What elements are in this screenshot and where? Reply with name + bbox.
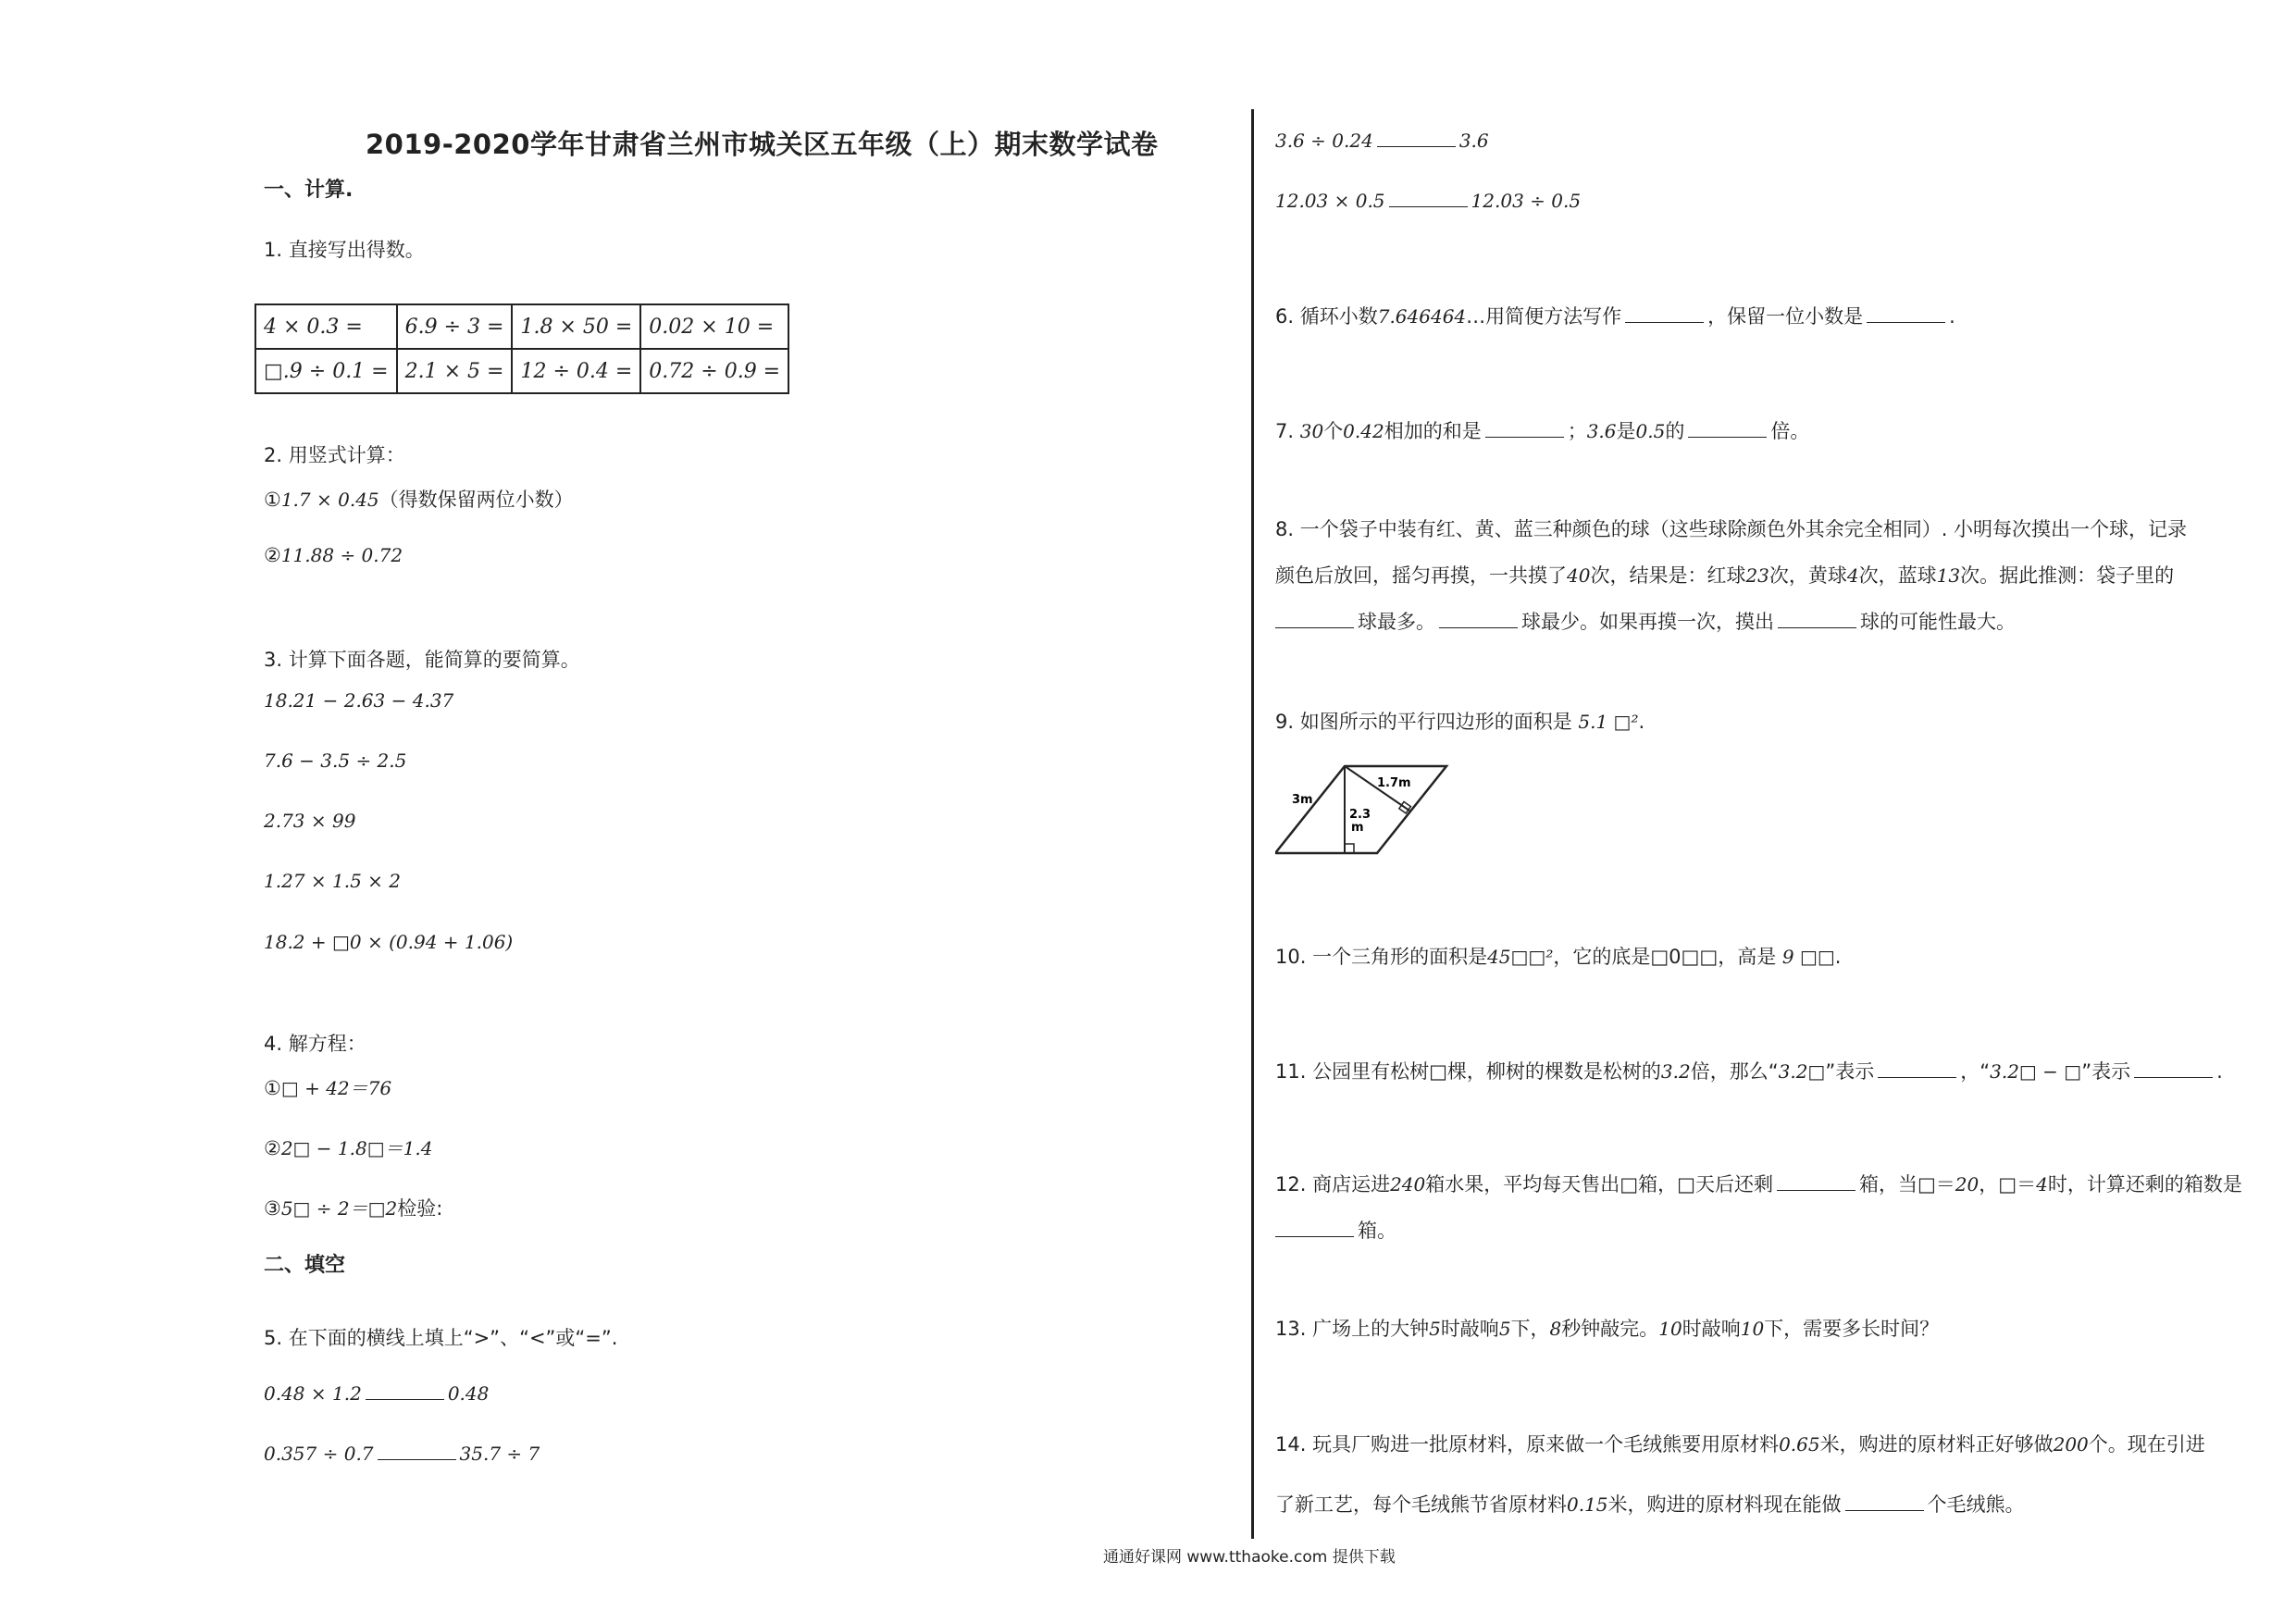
q12-text: 箱水果，平均每天售出□箱，□天后还剩 <box>1425 1173 1773 1196</box>
circled-number: ② <box>264 1137 281 1159</box>
answer-blank[interactable] <box>1878 1060 1956 1078</box>
answer-blank[interactable] <box>1867 305 1945 323</box>
q12-text: 箱，当□＝ <box>1858 1173 1955 1196</box>
q14-text: 了新工艺，每个毛绒熊节省原材料 <box>1275 1493 1567 1516</box>
q3-item: 7.6 − 3.5 ÷ 2.5 <box>264 750 407 772</box>
q4-item-a <box>264 1073 391 1100</box>
height-value: 9 □□ <box>1781 946 1835 968</box>
section-1-heading: 一、计算. <box>264 179 354 202</box>
table-cell: 0.02 × 10 = <box>640 304 788 349</box>
q3-item: 18.21 − 2.63 − 4.37 <box>264 689 454 712</box>
number: 0.5 <box>1635 420 1666 442</box>
q14-text: 14. 玩具厂购进一批原材料，原来做一个毛绒熊要用原材料 <box>1275 1433 1780 1456</box>
number: 5 <box>1429 1318 1441 1340</box>
q4-item-b <box>264 1134 432 1160</box>
table-row <box>255 304 788 349</box>
number: 7.646464 <box>1377 305 1467 328</box>
answer-blank[interactable] <box>1485 420 1564 438</box>
parallelogram-figure <box>1275 759 1451 861</box>
height-label: 2.3 <box>1349 808 1371 822</box>
math-expression: 3.2□ − □ <box>1990 1060 2082 1083</box>
q10-text: . <box>1834 946 1842 968</box>
q9-text: . <box>1638 711 1645 733</box>
q7-text: 倍。 <box>1770 420 1810 442</box>
q13-text: 时敲响 <box>1440 1318 1499 1340</box>
number: 5 <box>1498 1318 1511 1340</box>
q5-item <box>264 1382 489 1405</box>
answer-blank[interactable] <box>1777 1173 1855 1191</box>
q13 <box>1275 1314 1939 1342</box>
q8-text: 球最少。如果再摸一次，摸出 <box>1521 611 1774 633</box>
q8-line2 <box>1275 561 2174 588</box>
answer-blank[interactable] <box>1625 305 1704 323</box>
q13-text: 下， <box>1510 1318 1550 1340</box>
q11 <box>1275 1057 2223 1084</box>
left-expression: 12.03 × 0.5 <box>1275 190 1385 212</box>
table-cell: 0.72 ÷ 0.9 = <box>640 349 788 393</box>
q11-text: . <box>2216 1060 2223 1083</box>
answer-blank[interactable] <box>378 1443 456 1460</box>
q12-text: 箱。 <box>1358 1220 1396 1242</box>
q12-text: 12. 商店运进 <box>1275 1173 1391 1196</box>
q12-text: 时，计算还剩的箱数是 <box>2047 1173 2242 1196</box>
q8-text: 颜色后放回，摇匀再摸，一共摸了 <box>1275 564 1567 587</box>
q7-text: 的 <box>1665 420 1685 442</box>
answer-blank[interactable] <box>366 1382 444 1400</box>
math-expression: 11.88 ÷ 0.72 <box>280 544 403 566</box>
number: 20 <box>1955 1173 1980 1196</box>
math-expression: 3.2□ <box>1778 1060 1826 1083</box>
height-label: 1.7m <box>1377 776 1411 790</box>
column-divider <box>1251 109 1254 1539</box>
number: 0.65 <box>1779 1433 1820 1456</box>
note: （得数保留两位小数） <box>379 489 574 511</box>
equation: 2□ − 1.8□＝1.4 <box>280 1137 433 1159</box>
q8-text: 球的可能性最大。 <box>1860 611 2016 633</box>
answer-blank[interactable] <box>1275 611 1354 628</box>
q13-text: 下，需要多长时间？ <box>1764 1318 1940 1340</box>
right-expression: 35.7 ÷ 7 <box>459 1443 540 1465</box>
q2-item-a <box>264 485 574 513</box>
q4-text: 4. 解方程： <box>264 1033 366 1055</box>
number: 200 <box>2053 1433 2089 1456</box>
number: 40 <box>1567 564 1591 587</box>
answer-blank[interactable] <box>1377 130 1456 147</box>
number: 240 <box>1390 1173 1426 1196</box>
answer-blank[interactable] <box>2134 1060 2213 1078</box>
table-cell: 4 × 0.3 = <box>255 304 397 349</box>
left-expression: 0.48 × 1.2 <box>264 1382 362 1405</box>
math-expression: 1.7 × 0.45 <box>280 489 379 511</box>
q12-text: ，□＝ <box>1979 1173 2037 1196</box>
number: 4 <box>2036 1173 2048 1196</box>
q2-text: 2. 用竖式计算： <box>264 444 405 466</box>
right-expression: 12.03 ÷ 0.5 <box>1471 190 1582 212</box>
q1-text: 1. 直接写出得数。 <box>264 239 425 261</box>
q14-text: 个。现在引进 <box>2088 1433 2205 1456</box>
q9-text: 9. 如图所示的平行四边形的面积是 <box>1275 711 1579 733</box>
q6 <box>1275 302 1955 329</box>
number: 10 <box>1740 1318 1765 1340</box>
table-cell: 1.8 × 50 = <box>512 304 640 349</box>
q6-text: ，保留一位小数是 <box>1707 305 1864 328</box>
circled-number: ② <box>264 544 281 566</box>
q8-text: 次，蓝球 <box>1858 564 1937 587</box>
q10-text: 10. 一个三角形的面积是 <box>1275 946 1488 968</box>
answer-blank[interactable] <box>1688 420 1767 438</box>
q7-text: ； <box>1567 420 1587 442</box>
circled-number: ① <box>264 489 281 511</box>
q11-text: ”表示 <box>2081 1060 2131 1083</box>
answer-blank[interactable] <box>1439 611 1518 628</box>
number: 0.42 <box>1343 420 1384 442</box>
q14-text: 个毛绒熊。 <box>1927 1493 2025 1516</box>
q2-item-b <box>264 544 403 566</box>
q6-text: 6. 循环小数 <box>1275 305 1378 328</box>
answer-blank[interactable] <box>1778 611 1856 628</box>
q5-item <box>264 1443 540 1465</box>
answer-blank[interactable] <box>1845 1493 1924 1511</box>
number: 4 <box>1846 564 1859 587</box>
q8-line3 <box>1275 607 2016 635</box>
q14-text: 米，购进的原材料现在能做 <box>1607 1493 1842 1516</box>
q7-text: 7. <box>1275 420 1300 442</box>
side-label: 3m <box>1292 793 1313 807</box>
area-value: 5.1 □² <box>1578 711 1639 733</box>
q5-item <box>1275 190 1581 212</box>
number: 30 <box>1299 420 1324 442</box>
equation: □ + 42＝76 <box>280 1077 392 1099</box>
table-cell: 12 ÷ 0.4 = <box>512 349 640 393</box>
number: 8 <box>1549 1318 1562 1340</box>
unit-label: m <box>1351 821 1364 835</box>
q11-text: ”表示 <box>1825 1060 1875 1083</box>
q7 <box>1275 416 1809 444</box>
q8-text: 次，结果是：红球 <box>1590 564 1746 587</box>
q7-text: 相加的和是 <box>1384 420 1482 442</box>
q8-text: 次。据此推测：袋子里的 <box>1960 564 2175 587</box>
table-row <box>255 349 788 393</box>
q7-text: 个 <box>1323 420 1344 442</box>
q14-text: 米，购进的原材料正好够做 <box>1819 1433 2054 1456</box>
q12-line1 <box>1275 1170 2242 1197</box>
q13-text: 13. 广场上的大钟 <box>1275 1318 1430 1340</box>
q5-text: 5. 在下面的横线上填上“>”、“<”或“=”. <box>264 1327 618 1349</box>
answer-blank[interactable] <box>1389 190 1468 207</box>
number: 13 <box>1936 564 1961 587</box>
footer-credit: 通通好课网 www.tthaoke.com 提供下载 <box>1103 1548 1396 1567</box>
q9 <box>1275 707 1644 735</box>
table-cell: 6.9 ÷ 3 = <box>397 304 513 349</box>
answer-blank[interactable] <box>1275 1220 1354 1237</box>
q8-text: 球最多。 <box>1358 611 1435 633</box>
q11-text: 倍，那么“ <box>1690 1060 1779 1083</box>
q1-table <box>254 304 789 394</box>
q14-line1 <box>1275 1430 2205 1457</box>
q12-line2 <box>1275 1216 1396 1244</box>
q11-text: ，“ <box>1960 1060 1991 1083</box>
q3-item: 1.27 × 1.5 × 2 <box>264 870 402 892</box>
q10 <box>1275 942 1841 970</box>
left-expression: 0.357 ÷ 0.7 <box>264 1443 374 1465</box>
circled-number: ③ <box>264 1197 281 1220</box>
section-2-heading: 二、填空 <box>264 1254 346 1277</box>
q11-text: 11. 公园里有松树□棵，柳树的棵数是松树的 <box>1275 1060 1661 1083</box>
check-label: 检验: <box>397 1197 443 1220</box>
circled-number: ① <box>264 1077 281 1099</box>
area-value: 45□□² <box>1487 946 1554 968</box>
q8-text: 次，黄球 <box>1769 564 1847 587</box>
q4-item-c <box>264 1194 442 1221</box>
equation: 5□ ÷ 2＝□2 <box>280 1197 398 1220</box>
number: 3.2 <box>1660 1060 1691 1083</box>
q3-text: 3. 计算下面各题，能简算的要简算。 <box>264 649 580 671</box>
q6-text: . <box>1949 305 1955 328</box>
number: 10 <box>1658 1318 1682 1340</box>
q10-text: ，它的底是□0□□，高是 <box>1553 946 1782 968</box>
page-title: 2019-2020学年甘肃省兰州市城关区五年级（上）期末数学试卷 <box>366 129 1159 160</box>
table-cell: □.9 ÷ 0.1 = <box>255 349 397 393</box>
q3-item: 18.2 + □0 × (0.94 + 1.06) <box>264 931 514 953</box>
q14-line2 <box>1275 1490 2025 1518</box>
q6-text: …用简便方法写作 <box>1466 305 1622 328</box>
number: 23 <box>1745 564 1769 587</box>
table-cell: 2.1 × 5 = <box>397 349 513 393</box>
number: 3.6 <box>1586 420 1617 442</box>
q7-text: 是 <box>1616 420 1636 442</box>
q8-line1: 8. 一个袋子中装有红、黄、蓝三种颜色的球（这些球除颜色外其余完全相同）. 小明每次摸出一个球，记录 <box>1275 518 2188 540</box>
number: 0.15 <box>1567 1493 1608 1516</box>
left-expression: 3.6 ÷ 0.24 <box>1275 130 1373 152</box>
right-expression: 0.48 <box>447 1382 490 1405</box>
q3-item: 2.73 × 99 <box>264 810 356 832</box>
q13-text: 秒钟敲完。 <box>1561 1318 1659 1340</box>
q5-item <box>1275 130 1489 152</box>
right-expression: 3.6 <box>1458 130 1489 152</box>
q13-text: 时敲响 <box>1682 1318 1741 1340</box>
